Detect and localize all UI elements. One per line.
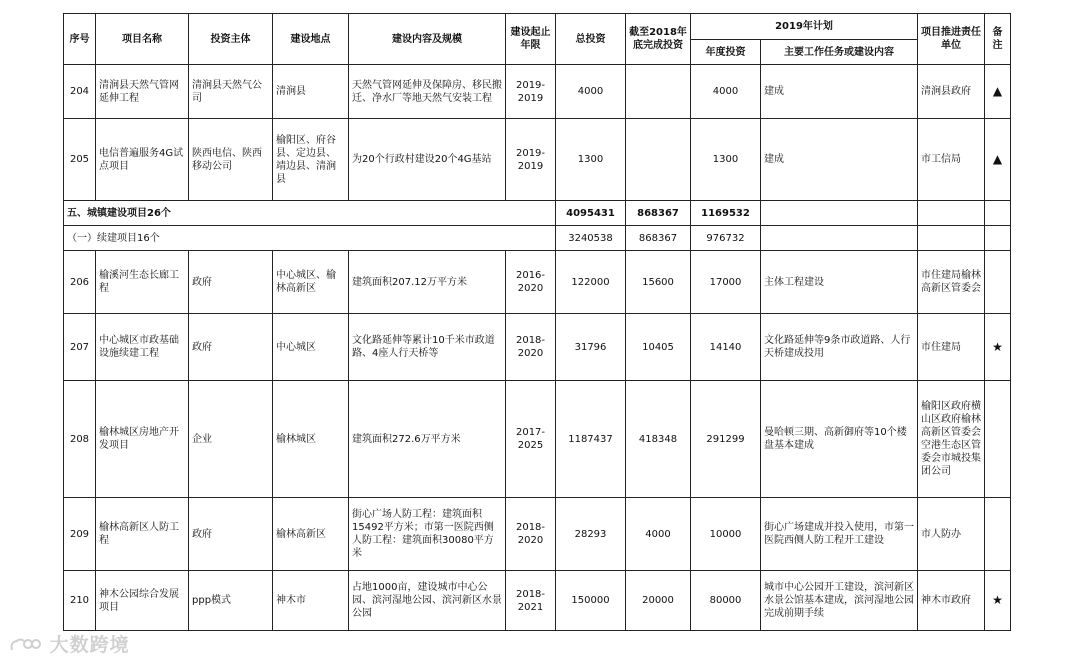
watermark-logo-icon: [8, 636, 42, 656]
cell-name: 中心城区市政基础设施续建工程: [96, 314, 189, 381]
cell-unit: 神木市政府: [918, 571, 985, 631]
cell-location: 榆林高新区: [273, 498, 349, 571]
empty-cell: [918, 226, 985, 251]
cell-content: 占地1000亩，建设城市中心公园、滨河湿地公园、滨河新区水景公园: [349, 571, 506, 631]
cell-total: 122000: [556, 251, 626, 314]
cell-note: [985, 251, 1011, 314]
cell-tasks: 文化路延伸等9条市政道路、人行天桥建成投用: [761, 314, 918, 381]
cell-tasks: 街心广场建成并投入使用，市第一医院西侧人防工程开工建设: [761, 498, 918, 571]
cell-location: 清涧县: [273, 65, 349, 119]
cell-location: 榆阳区、府谷县、定边县、靖边县、清涧县: [273, 119, 349, 201]
black-star-icon: ★: [985, 314, 1011, 381]
cell-tasks: 主体工程建设: [761, 251, 918, 314]
cell-tasks: 建成: [761, 65, 918, 119]
cell-location: 榆林城区: [273, 381, 349, 498]
cell-annual: 14140: [691, 314, 761, 381]
section-done2018: 868367: [626, 201, 691, 226]
cell-name: 神木公园综合发展项目: [96, 571, 189, 631]
header-period: 建设起止年限: [506, 14, 556, 65]
empty-cell: [985, 226, 1011, 251]
cell-unit: 市人防办: [918, 498, 985, 571]
cell-annual: 80000: [691, 571, 761, 631]
watermark-text: 大数跨境: [49, 634, 130, 656]
cell-name: 榆林城区房地产开发项目: [96, 381, 189, 498]
cell-total: 1187437: [556, 381, 626, 498]
cell-seq: 207: [64, 314, 96, 381]
cell-period: 2016-2020: [506, 251, 556, 314]
header-note: 备注: [985, 14, 1011, 65]
cell-period: 2018-2020: [506, 314, 556, 381]
section-label: 五、城镇建设项目26个: [64, 201, 556, 226]
header-unit: 项目推进责任单位: [918, 14, 985, 65]
cell-period: 2019-2019: [506, 119, 556, 201]
cell-done2018: [626, 65, 691, 119]
cell-tasks: 建成: [761, 119, 918, 201]
cell-total: 31796: [556, 314, 626, 381]
table-row: [64, 571, 1011, 631]
cell-seq: 204: [64, 65, 96, 119]
cell-done2018: 10405: [626, 314, 691, 381]
header-seq: 序号: [64, 14, 96, 65]
cell-total: 4000: [556, 65, 626, 119]
header-content: 建设内容及规模: [349, 14, 506, 65]
cell-done2018: 4000: [626, 498, 691, 571]
cell-location: 中心城区、榆林高新区: [273, 251, 349, 314]
subsection-total: 3240538: [556, 226, 626, 251]
cell-period: 2019-2019: [506, 65, 556, 119]
table-row: [64, 314, 1011, 381]
cell-unit: 市工信局: [918, 119, 985, 201]
cell-total: 1300: [556, 119, 626, 201]
header-tasks: 主要工作任务或建设内容: [761, 40, 918, 65]
watermark: [8, 630, 130, 657]
cell-content: 建筑面积272.6万平方米: [349, 381, 506, 498]
black-star-icon: ★: [985, 571, 1011, 631]
header-row: [64, 14, 1011, 40]
cell-done2018: 20000: [626, 571, 691, 631]
cell-location: 神木市: [273, 571, 349, 631]
project-plan-table: [63, 13, 1011, 631]
cell-unit: 市住建局: [918, 314, 985, 381]
cell-seq: 206: [64, 251, 96, 314]
cell-note: [985, 498, 1011, 571]
section-row: [64, 201, 1011, 226]
cell-tasks: 曼哈顿三期、高新御府等10个楼盘基本建成: [761, 381, 918, 498]
cell-name: 榆林高新区人防工程: [96, 498, 189, 571]
subsection-row: [64, 226, 1011, 251]
header-done2018: 截至2018年底完成投资: [626, 14, 691, 65]
empty-cell: [918, 201, 985, 226]
cell-location: 中心城区: [273, 314, 349, 381]
cell-period: 2018-2020: [506, 498, 556, 571]
cell-total: 28293: [556, 498, 626, 571]
cell-seq: 205: [64, 119, 96, 201]
cell-content: 建筑面积207.12万平方米: [349, 251, 506, 314]
empty-cell: [985, 201, 1011, 226]
header-total: 总投资: [556, 14, 626, 65]
subsection-label: （一）续建项目16个: [64, 226, 556, 251]
cell-unit: 榆阳区政府横山区政府榆林高新区管委会空港生态区管委会市城投集团公司: [918, 381, 985, 498]
empty-cell: [761, 201, 918, 226]
cell-investor: 政府: [189, 498, 273, 571]
cell-seq: 210: [64, 571, 96, 631]
cell-annual: 291299: [691, 381, 761, 498]
cell-total: 150000: [556, 571, 626, 631]
table-row: [64, 65, 1011, 119]
cell-period: 2017-2025: [506, 381, 556, 498]
header-location: 建设地点: [273, 14, 349, 65]
table-row: [64, 498, 1011, 571]
cell-content: 为20个行政村建设20个4G基站: [349, 119, 506, 201]
table-row: [64, 381, 1011, 498]
cell-investor: 清涧县天然气公司: [189, 65, 273, 119]
cell-investor: 政府: [189, 251, 273, 314]
header-investor: 投资主体: [189, 14, 273, 65]
cell-tasks: 城市中心公园开工建设，滨河新区水景公馆基本建成，滨河湿地公园完成前期手续: [761, 571, 918, 631]
black-triangle-icon: ▲: [985, 65, 1011, 119]
cell-seq: 208: [64, 381, 96, 498]
cell-name: 榆溪河生态长廊工程: [96, 251, 189, 314]
cell-seq: 209: [64, 498, 96, 571]
cell-investor: 政府: [189, 314, 273, 381]
cell-unit: 清涧县政府: [918, 65, 985, 119]
cell-investor: ppp模式: [189, 571, 273, 631]
empty-cell: [761, 226, 918, 251]
cell-annual: 17000: [691, 251, 761, 314]
cell-note: [985, 381, 1011, 498]
cell-investor: 陕西电信、陕西移动公司: [189, 119, 273, 201]
cell-annual: 10000: [691, 498, 761, 571]
cell-content: 文化路延伸等累计10千米市政道路、4座人行天桥等: [349, 314, 506, 381]
black-triangle-icon: ▲: [985, 119, 1011, 201]
subsection-done2018: 868367: [626, 226, 691, 251]
cell-name: 电信普遍服务4G试点项目: [96, 119, 189, 201]
subsection-annual: 976732: [691, 226, 761, 251]
section-annual: 1169532: [691, 201, 761, 226]
header-plan2019: 2019年计划: [691, 14, 918, 40]
cell-done2018: [626, 119, 691, 201]
cell-content: 街心广场人防工程：建筑面积15492平方米；市第一医院西侧人防工程：建筑面积30080平方米: [349, 498, 506, 571]
table-row: [64, 251, 1011, 314]
cell-annual: 4000: [691, 65, 761, 119]
section-total: 4095431: [556, 201, 626, 226]
cell-annual: 1300: [691, 119, 761, 201]
table-row: [64, 119, 1011, 201]
cell-done2018: 15600: [626, 251, 691, 314]
cell-done2018: 418348: [626, 381, 691, 498]
cell-period: 2018-2021: [506, 571, 556, 631]
header-annual: 年度投资: [691, 40, 761, 65]
cell-content: 天然气管网延伸及保障房、移民搬迁、净水厂等地天然气安装工程: [349, 65, 506, 119]
cell-name: 清涧县天然气管网延伸工程: [96, 65, 189, 119]
cell-investor: 企业: [189, 381, 273, 498]
header-name: 项目名称: [96, 14, 189, 65]
cell-unit: 市住建局榆林高新区管委会: [918, 251, 985, 314]
